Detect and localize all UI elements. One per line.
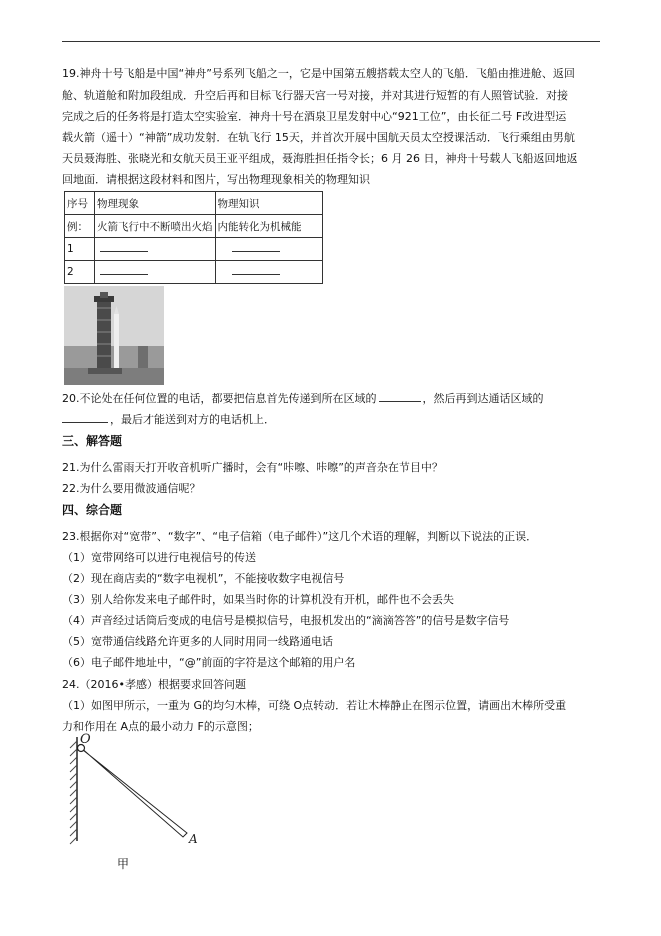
q24-part1-line-2: 力和作用在 A点的最小动力 F的示意图； [62,720,259,733]
table-cell: 火箭飞行中不断喷出火焰 [95,215,216,238]
answer-blank[interactable] [215,261,322,284]
q24-text: 24.（2016•孝感）根据要求回答问题 [62,678,246,691]
table-header-cell: 序号 [65,192,95,215]
wooden-rod [79,746,187,837]
figure-label: 甲 [117,857,130,871]
table-row [65,261,323,284]
q23-item: （2）现在商店卖的“数字电视机”，不能接收数字电视信号 [62,572,345,585]
table-cell: 2 [65,261,95,284]
table-header-cell: 物理现象 [95,192,216,215]
q19-line-2: 舱、轨道舱和附加段组成．升空后再和目标飞行器天宫一号对接，并对其进行短暂的有人照管试验．对接 [62,89,568,102]
table-cell: 内能转化为机械能 [215,215,322,238]
answer-blank[interactable] [95,238,216,261]
physics-table [64,191,323,284]
q20-line-1 [62,389,544,409]
header-rule [62,41,600,42]
answer-blank[interactable] [62,422,108,423]
rocket-launch-photo [64,286,164,385]
table-row [65,215,323,238]
table-header-row [65,192,323,215]
q20-text-b: ，然后再到达通话区域的 [422,392,544,405]
section-heading: 三、解答题 [62,434,123,448]
table-row [65,238,323,261]
table-cell: 例： [65,215,95,238]
q23-item: （6）电子邮件地址中，“@”前面的字符是这个邮箱的用户名 [62,656,356,669]
label-o: O [80,733,91,747]
q19-line-3: 完成之后的任务将是打造太空实验室．神舟十号在酒泉卫星发射中心“921工位”，由长征二号 F改进型运 [62,110,567,123]
q19-line-5: 天员聂海胜、张晓光和女航天员王亚平组成，聂海胜担任指令长；6 月 26 日，神舟十号载人飞船返回地返 [62,152,578,165]
rod-diagram [66,733,216,845]
q20-text-a: 20.不论处在任何位置的电话，都要把信息首先传递到所在区域的 [62,392,377,405]
q23-item: （1）宽带网络可以进行电视信号的传送 [62,551,256,564]
wall-hatching [70,741,77,844]
q20-text-c: ，最后才能送到对方的电话机上． [110,413,275,426]
answer-blank[interactable] [95,261,216,284]
q19-line-6: 回地面．请根据这段材料和图片，写出物理现象相关的物理知识 [62,173,370,186]
q23-item: （3）别人给你发来电子邮件时，如果当时你的计算机没有开机，邮件也不会丢失 [62,593,454,606]
table-cell: 1 [65,238,95,261]
answer-blank[interactable] [215,238,322,261]
q24-part1-line-1: （1）如图甲所示，一重为 G的均匀木棒，可绕 O点转动．若让木棒静止在图示位置，请画出木棒所受重 [62,699,567,712]
answer-blank[interactable] [379,401,421,402]
q22-text: 22.为什么要用微波通信呢？ [62,482,201,495]
q19-line-1: 19.神舟十号飞船是中国“神舟”号系列飞船之一，它是中国第五艘搭载太空人的飞船．飞船由推进舱、返回 [62,67,575,80]
q20-line-2 [62,410,275,430]
q21-text: 21.为什么雷雨天打开收音机听广播时，会有“咔嚓、咔嚓”的声音杂在节目中？ [62,461,443,474]
q23-text: 23.根据你对“宽带”、“数字”、“电子信箱（电子邮件）”这几个术语的理解，判断以下说法的正误． [62,530,538,543]
q23-item: （5）宽带通信线路允许更多的人同时用同一线路通电话 [62,635,333,648]
label-a: A [189,832,198,845]
q19-line-4: 载火箭（遥十）“神箭”成功发射．在轨飞行 15天，并首次开展中国航天员太空授课活动．飞行乘组由男航 [62,131,575,144]
q23-item: （4）声音经过话筒后变成的电信号是模拟信号，电报机发出的“滴滴答答”的信号是数字信号 [62,614,510,627]
section-heading: 四、综合题 [62,503,123,517]
table-header-cell: 物理知识 [215,192,322,215]
